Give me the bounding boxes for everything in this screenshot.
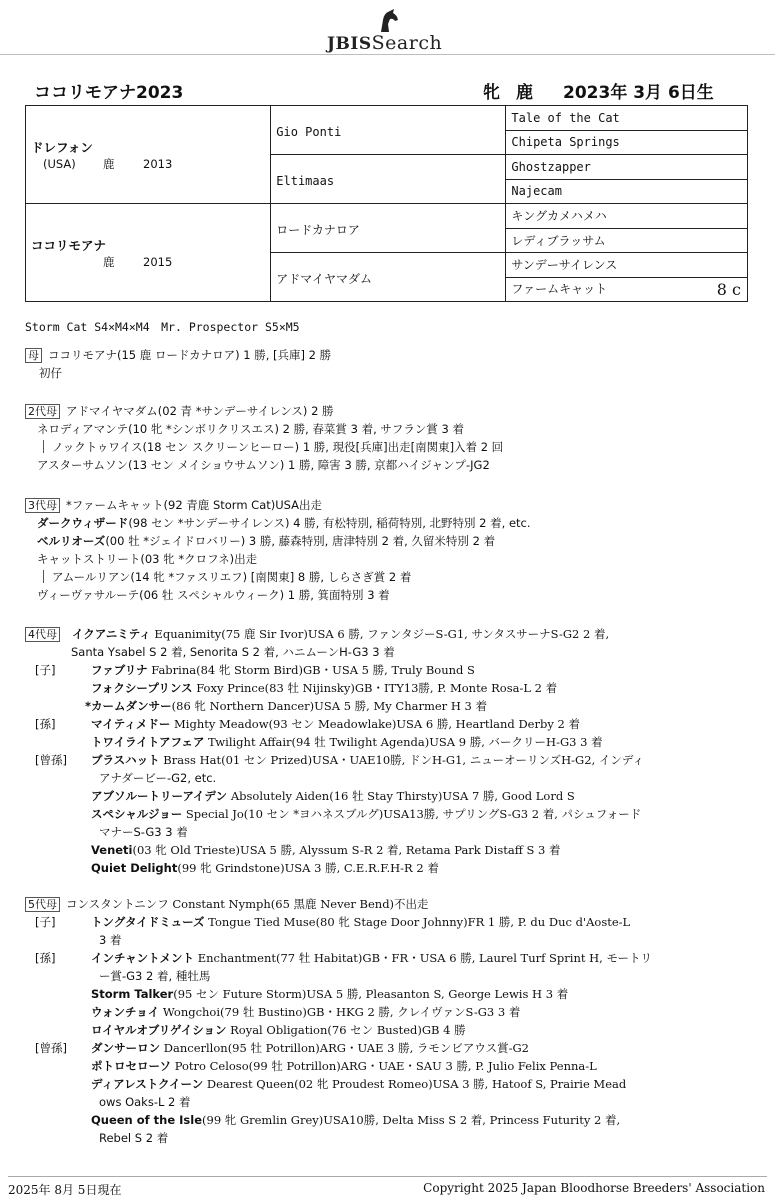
child-label: [子] [35,915,56,929]
horse-link[interactable]: ブラスハット [91,753,160,767]
list-item: Dancerllon(95 牡 Potrillon)ARG・UAE 3 勝, ラモンビアウス賞-G2 [160,1041,529,1055]
list-item: アムールリアン(14 牝 *ファスリエフ) [南関東] 8 勝, しらさぎ賞 2 着 [52,570,412,584]
sire-cell [26,106,271,204]
horse-link[interactable]: イクアニミティ [72,627,151,641]
list-item: ネロディアマンテ(10 牝 *シンボリクリスエス) 2 勝, 春菜賞 3 着, サフラン賞 3 着 [37,422,465,436]
fourth-dam-tag: 4代母 [25,627,60,642]
list-item: Absolutely Aiden(16 牡 Stay Thirsty)USA 7 勝, Good Lord S [227,789,575,803]
list-item: Rebel S 2 着 [99,1131,169,1145]
pedigree-gen3-5[interactable]: キングカメハメハ [506,204,748,229]
list-item: Twilight Affair(94 牡 Twilight Agenda)USA 9 勝, バークリーH-G3 3 着 [204,735,603,749]
horse-header [28,78,748,102]
pedigree-gen3-2[interactable]: Chipeta Springs [506,130,748,155]
pedigree-gen3-4[interactable]: Najecam [506,179,748,204]
list-item: キャットストリート(03 牝 *クロフネ)出走 [37,552,258,566]
sire-dam-cell [271,155,506,204]
horse-link[interactable]: マイティメドー [91,717,171,731]
horse-link[interactable]: ディアレストクイーン [91,1077,204,1091]
third-dam-section [25,496,755,604]
tree-bar [43,570,44,583]
horse-link[interactable]: ファブリナ [91,663,148,677]
list-item: (95 セン Future Storm)USA 5 勝, Pleasanton S, George Lewis H 3 着 [173,987,569,1001]
pedigree-table [25,105,748,302]
fifth-dam-section [25,895,755,1147]
sire-origin: (USA) [43,156,76,171]
horse-link[interactable]: ダークウィザード [37,516,129,530]
horse-link[interactable]: ウォンチョイ [91,1005,160,1019]
dam-year: 2015 [143,254,173,269]
list-item: Brass Hat(01 セン Prized)USA・UAE10勝, ドンH-G1, ニューオーリンズH-G2, インディ [159,753,644,767]
list-item: 3 着 [99,933,122,947]
dam-color: 鹿 [103,254,115,269]
horse-link[interactable]: Quiet Delight [91,861,178,875]
list-item: Tongue Tied Muse(80 牝 Stage Door Johnny)FR 1 勝, P. du Duc d'Aoste-L [204,915,631,929]
pedigree-gen3-8-cell [506,277,748,302]
pedigree-gen2-4[interactable]: アドマイヤマダム [276,271,373,286]
sire-name[interactable]: ドレフォン [31,139,93,155]
copyright: Copyright 2025 Japan Bloodhorse Breeders' Association [423,1181,765,1195]
list-item: アスターサムソン(13 セン メイショウサムソン) 1 勝, 障害 3 勝, 京都ハイジャンプ-JG2 [37,458,490,472]
horse-link[interactable]: Storm Talker [91,987,174,1001]
sire-info [31,156,270,172]
list-item: ows Oaks-L 2 着 [99,1095,191,1109]
logo-search: Search [371,32,443,54]
fifth-dam-tag: 5代母 [25,897,60,912]
list-item: (99 牝 Grindstone)USA 3 勝, C.E.R.F.H-R 2 着 [177,861,439,875]
list-item: Foxy Prince(83 牡 Nijinsky)GB・ITY13勝, P. Monte Rosa-L 2 着 [192,681,558,695]
pedigree-gen2-1[interactable]: Gio Ponti [276,124,342,139]
dam-name[interactable]: ココリモアナ [31,237,107,253]
list-item: Potro Celoso(99 牡 Potrillon)ARG・UAE・SAU 3 勝, P. Julio Felix Penna-L [171,1059,597,1073]
list-item: ヴィーヴァサルーテ(06 牡 スペシャルウィーク) 1 勝, 箕面特別 3 着 [37,588,390,602]
pedigree-gen3-1[interactable]: Tale of the Cat [506,106,748,131]
second-dam-tag: 2代母 [25,404,60,419]
list-item: Royal Obligation(76 セン Busted)GB 4 勝 [226,1023,466,1037]
horse-color: 鹿 [516,83,533,103]
horse-head-icon [375,8,401,34]
list-item: Wongchoi(79 牡 Bustino)GB・HKG 2 勝, クレイヴァンS-G3 3 着 [159,1005,521,1019]
pedigree-gen3-6[interactable]: レディブラッサム [506,228,748,253]
list-item: (00 牡 *ジェイドロバリー) 3 勝, 藤森特別, 唐津特別 2 着, 久留米特別 2 着 [105,534,496,548]
horse-link[interactable]: Veneti [91,843,133,857]
horse-link[interactable]: ロイヤルオブリゲイション [91,1023,227,1037]
horse-link[interactable]: スペシャルジョー [91,807,183,821]
list-item: (98 セン *サンデーサイレンス) 4 勝, 有松特別, 稲荷特別, 北野特別 2 着, etc. [128,516,531,530]
horse-birthdate: 2023年 3月 6日生 [563,83,714,103]
third-dam-tag: 3代母 [25,498,60,513]
great-grandchild-label: [曾孫] [35,753,67,767]
tree-bar [43,440,44,453]
logo-jbis: JBIS [327,34,372,54]
footer-divider [8,1176,767,1177]
horse-link[interactable]: ダンサーロン [91,1041,161,1055]
second-dam-line: アドマイヤマダム(02 青 *サンデーサイレンス) 2 勝 [66,404,334,418]
fifth-dam-line: コンスタントニンフ Constant Nymph(65 黒鹿 Never Bend)不出走 [66,897,429,911]
horse-link[interactable]: ベルリオーズ [37,534,106,548]
list-item: Equanimity(75 鹿 Sir Ivor)USA 6 勝, ファンタジーS-G1, サンタスサーナS-G2 2 着, [150,627,610,641]
list-item: ー賞-G3 2 着, 種牡馬 [99,969,211,983]
dam-cell [26,204,271,302]
horse-link[interactable]: インチャントメント [91,951,195,965]
mother-section [25,346,755,382]
mother-note: 初仔 [39,366,62,380]
family-number: 8 c [716,279,741,299]
horse-link[interactable]: *カームダンサー [85,699,172,713]
child-label: [子] [35,663,56,677]
fourth-dam-section [25,625,755,877]
pedigree-gen3-7[interactable]: サンデーサイレンス [506,253,748,278]
sire-year: 2013 [143,156,173,171]
horse-name: ココリモアナ2023 [34,83,184,103]
pedigree-gen3-8[interactable]: ファームキャット [511,281,608,296]
inbreeding-info: Storm Cat S4×M4×M4 Mr. Prospector S5×M5 [25,320,300,334]
as-of-date: 2025年 8月 5日現在 [8,1183,122,1197]
list-item: Enchantment(77 牡 Habitat)GB・FR・USA 6 勝, Laurel Turf Sprint H, モートリ [194,951,653,965]
list-item: (86 牝 Northern Dancer)USA 5 勝, My Charmer H 3 着 [171,699,487,713]
pedigree-gen3-3[interactable]: Ghostzapper [506,155,748,180]
dam-sire-cell [271,204,506,253]
list-item: アナダービー-G2, etc. [99,771,217,785]
grandchild-label: [孫] [35,951,56,965]
mother-tag: 母 [25,348,42,363]
sire-color: 鹿 [103,156,115,171]
mother-line: ココリモアナ(15 鹿 ロードカナロア) 1 勝, [兵庫] 2 勝 [48,348,332,362]
logo-text [327,32,442,54]
horse-sex: 牝 [483,83,500,103]
list-item: (99 牝 Gremlin Grey)USA10勝, Delta Miss S 2 着, Princess Futurity 2 着, [202,1113,621,1127]
horse-link[interactable]: ポトロセローソ [91,1059,172,1073]
list-item: Special Jo(10 セン *ヨハネスブルグ)USA13勝, サプリングS-G3 2 着, パシュフォード [182,807,642,821]
horse-link[interactable]: フォクシープリンス [91,681,193,695]
list-item: Mighty Meadow(93 セン Meadowlake)USA 6 勝, Heartland Derby 2 着 [170,717,580,731]
dam-info [31,254,270,270]
grandchild-label: [孫] [35,717,56,731]
horse-link[interactable]: Queen of the Isle [91,1113,203,1127]
dam-dam-cell [271,253,506,302]
jbis-logo[interactable] [327,8,462,54]
second-dam-section [25,402,755,474]
great-grandchild-label: [曾孫] [35,1041,67,1055]
header-divider [0,54,775,55]
horse-link[interactable]: アブソルートリーアイデン [91,789,228,803]
pedigree-gen2-2[interactable]: Eltimaas [276,173,335,188]
list-item: マナーS-G3 3 着 [99,825,188,839]
sire-sire-cell [271,106,506,155]
horse-link[interactable]: トングタイドミューズ [91,915,205,929]
third-dam-line: *ファームキャット(92 青鹿 Storm Cat)USA出走 [66,498,323,512]
list-item: Dearest Queen(02 牝 Proudest Romeo)USA 3 勝, Hatoof S, Prairie Mead [203,1077,627,1091]
list-item: ノックトゥワイス(18 セン スクリーンヒーロー) 1 勝, 現役[兵庫]出走[南関東]入着 2 回 [52,440,504,454]
list-item: Santa Ysabel S 2 着, Senorita S 2 着, ハニムーンH-G3 3 着 [71,645,395,659]
list-item: (03 牝 Old Trieste)USA 5 勝, Alyssum S-R 2 着, Retama Park Distaff S 3 着 [132,843,561,857]
pedigree-gen2-3[interactable]: ロードカナロア [276,222,360,237]
list-item: Fabrina(84 牝 Storm Bird)GB・USA 5 勝, Truly Bound S [147,663,475,677]
horse-link[interactable]: トワイライトアフェア [91,735,205,749]
